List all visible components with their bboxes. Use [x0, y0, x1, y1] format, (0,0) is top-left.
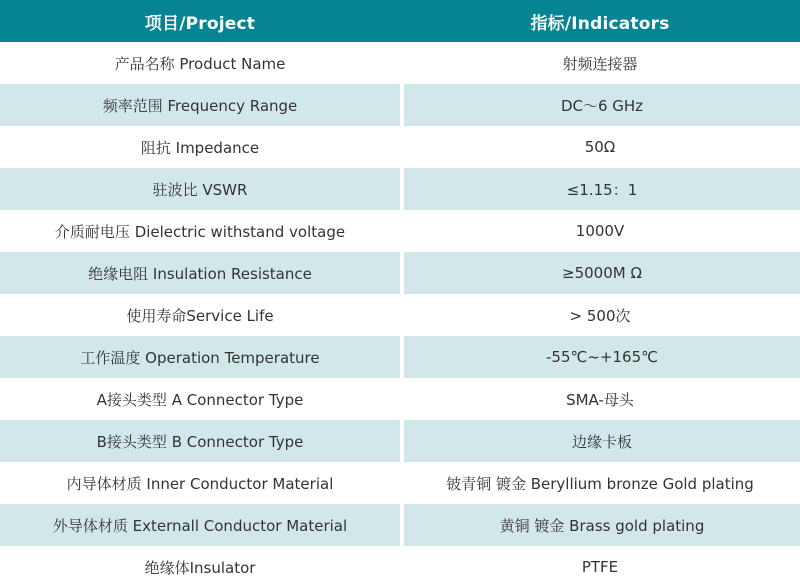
indicator-cell: ≥5000M Ω	[400, 252, 800, 294]
indicator-cell: ≤1.15：1	[400, 168, 800, 210]
project-cell: A接头类型 A Connector Type	[96, 390, 304, 409]
project-cell: 绝缘体Insulator	[144, 558, 256, 577]
indicator-cell: SMA-母头	[566, 390, 634, 409]
table-row	[0, 546, 800, 588]
project-cell: 使用寿命Service Life	[126, 306, 274, 325]
indicator-cell: 铍青铜 镀金 Beryllium bronze Gold plating	[446, 474, 754, 493]
project-cell: 驻波比 VSWR	[0, 168, 400, 210]
table-row	[0, 168, 800, 210]
project-cell: 频率范围 Frequency Range	[0, 84, 400, 126]
indicator-cell: 射频连接器	[562, 54, 638, 73]
table-row	[0, 42, 800, 84]
table-row	[0, 462, 800, 504]
indicator-cell: DC～6 GHz	[400, 84, 800, 126]
project-cell: 阻抗 Impedance	[140, 138, 260, 157]
table-row	[0, 378, 800, 420]
table-row	[0, 210, 800, 252]
project-cell: 介质耐电压 Dielectric withstand voltage	[54, 222, 346, 241]
table-header-row	[0, 0, 800, 42]
indicator-cell: 黄铜 镀金 Brass gold plating	[400, 504, 800, 546]
indicator-cell: 边缘卡板	[400, 420, 800, 462]
project-cell: 产品名称 Product Name	[114, 54, 286, 73]
table-row	[0, 84, 800, 126]
table-row	[0, 420, 800, 462]
indicator-cell: > 500次	[569, 306, 631, 325]
table-row	[0, 294, 800, 336]
indicator-cell: PTFE	[581, 558, 619, 576]
table-row	[0, 504, 800, 546]
indicator-cell: -55℃~+165℃	[400, 336, 800, 378]
table-row	[0, 336, 800, 378]
indicator-cell: 1000V	[575, 222, 625, 240]
indicator-cell: 50Ω	[584, 138, 616, 156]
header-indicators: 指标/Indicators	[530, 13, 670, 34]
table-body	[0, 42, 800, 588]
table-row	[0, 252, 800, 294]
project-cell: 外导体材质 Externall Conductor Material	[0, 504, 400, 546]
project-cell: 工作温度 Operation Temperature	[0, 336, 400, 378]
header-project: 项目/Project	[144, 13, 256, 34]
project-cell: 内导体材质 Inner Conductor Material	[66, 474, 334, 493]
project-cell: 绝缘电阻 Insulation Resistance	[0, 252, 400, 294]
project-cell: B接头类型 B Connector Type	[0, 420, 400, 462]
table-row	[0, 126, 800, 168]
